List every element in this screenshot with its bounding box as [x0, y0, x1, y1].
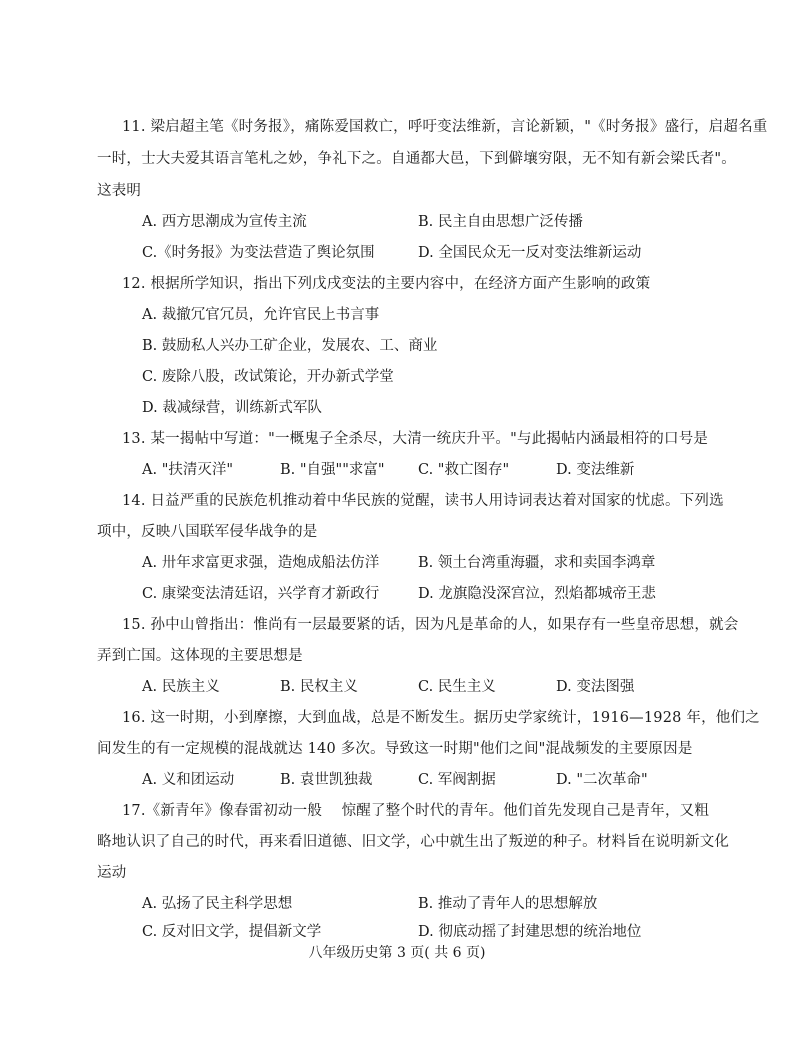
q16-option-b: B. 袁世凯独裁	[280, 772, 373, 788]
q13-option-a: A. "扶清灭洋"	[142, 462, 234, 478]
q12-option-d: D. 裁减绿营，训练新式军队	[142, 400, 322, 416]
q11-option-b: B. 民主自由思想广泛传播	[418, 214, 583, 230]
q11-option-c: C.《时务报》为变法营造了舆论氛围	[142, 245, 375, 261]
q14-option-a: A. 卅年求富更求强，造炮成船法仿洋	[142, 555, 380, 571]
q15-option-a: A. 民族主义	[142, 679, 220, 695]
q14-stem-line1: 14. 日益严重的民族危机推动着中华民族的觉醒，读书人用诗词表达着对国家的忧虑。下列选	[122, 493, 724, 509]
q11-option-d: D. 全国民众无一反对变法维新运动	[418, 245, 642, 261]
q14-option-d: D. 龙旗隐没深宫泣，烈焰都城帝王悲	[418, 586, 656, 602]
q17-stem-line2: 略地认识了自己的时代，再来看旧道德、旧文学，心中就生出了叛逆的种子。材料旨在说明新文化	[97, 834, 730, 850]
q16-option-c: C. 军阀割据	[418, 772, 496, 788]
q17-option-d: D. 彻底动摇了封建思想的统治地位	[418, 924, 642, 940]
q16-option-a: A. 义和团运动	[142, 772, 235, 788]
q11-option-a: A. 西方思潮成为宣传主流	[142, 214, 307, 230]
q17-stem-line1: 17.《新青年》像春雷初动一般 惊醒了整个时代的青年。他们首先发现自己是青年，又粗	[122, 803, 710, 819]
q17-option-a: A. 弘扬了民主科学思想	[142, 896, 293, 912]
q14-stem-line2: 项中，反映八国联军侵华战争的是	[97, 524, 318, 540]
q13-option-d: D. 变法维新	[556, 462, 635, 478]
q13-option-b: B. "自强""求富"	[280, 462, 385, 478]
q17-option-c: C. 反对旧文学，提倡新文学	[142, 924, 322, 940]
q15-stem-line1: 15. 孙中山曾指出：惟尚有一层最要紧的话，因为凡是革命的人，如果存有一些皇帝思想，就会	[122, 617, 739, 633]
q12-option-a: A. 裁撤冗官冗员，允许官民上书言事	[142, 307, 380, 323]
q15-stem-line2: 弄到亡国。这体现的主要思想是	[97, 648, 303, 664]
q11-stem-line1: 11. 梁启超主笔《时务报》，痛陈爱国救亡，呼吁变法维新，言论新颖，"《时务报》盛行，启超名重	[122, 119, 768, 135]
page-footer: 八年级历史第 3 页( 共 6 页)	[308, 945, 486, 961]
q16-stem-line2: 间发生的有一定规模的混战就达 140 多次。导致这一时期"他们之间"混战频发的主要原因是	[97, 741, 693, 757]
q15-option-d: D. 变法图强	[556, 679, 635, 695]
q12-option-b: B. 鼓励私人兴办工矿企业，发展农、工、商业	[142, 338, 438, 354]
q11-stem-line3: 这表明	[97, 183, 142, 199]
q12-stem-line1: 12. 根据所学知识，指出下列戊戌变法的主要内容中，在经济方面产生影响的政策	[122, 276, 651, 292]
q16-stem-line1: 16. 这一时期，小到摩擦，大到血战，总是不断发生。据历史学家统计，1916—1928 年，他们之	[122, 710, 760, 726]
q11-stem-line2: 一时，士大夫爱其语言笔札之妙，争礼下之。自通都大邑，下到僻壤穷限，无不知有新会梁氏者"。	[97, 151, 736, 167]
q16-option-d: D. "二次革命"	[556, 772, 648, 788]
q13-option-c: C. "救亡图存"	[418, 462, 510, 478]
q17-stem-line3: 运动	[97, 865, 127, 881]
q14-option-b: B. 领土台湾重海疆，求和卖国李鸿章	[418, 555, 656, 571]
q14-option-c: C. 康梁变法清廷诏，兴学育才新政行	[142, 586, 380, 602]
q12-option-c: C. 废除八股，改试策论，开办新式学堂	[142, 369, 394, 385]
q15-option-c: C. 民生主义	[418, 679, 496, 695]
q13-stem-line1: 13. 某一揭帖中写道："一概鬼子全杀尽，大清一统庆升平。"与此揭帖内涵最相符的口号是	[122, 431, 709, 447]
q15-option-b: B. 民权主义	[280, 679, 358, 695]
q17-option-b: B. 推动了青年人的思想解放	[418, 896, 598, 912]
